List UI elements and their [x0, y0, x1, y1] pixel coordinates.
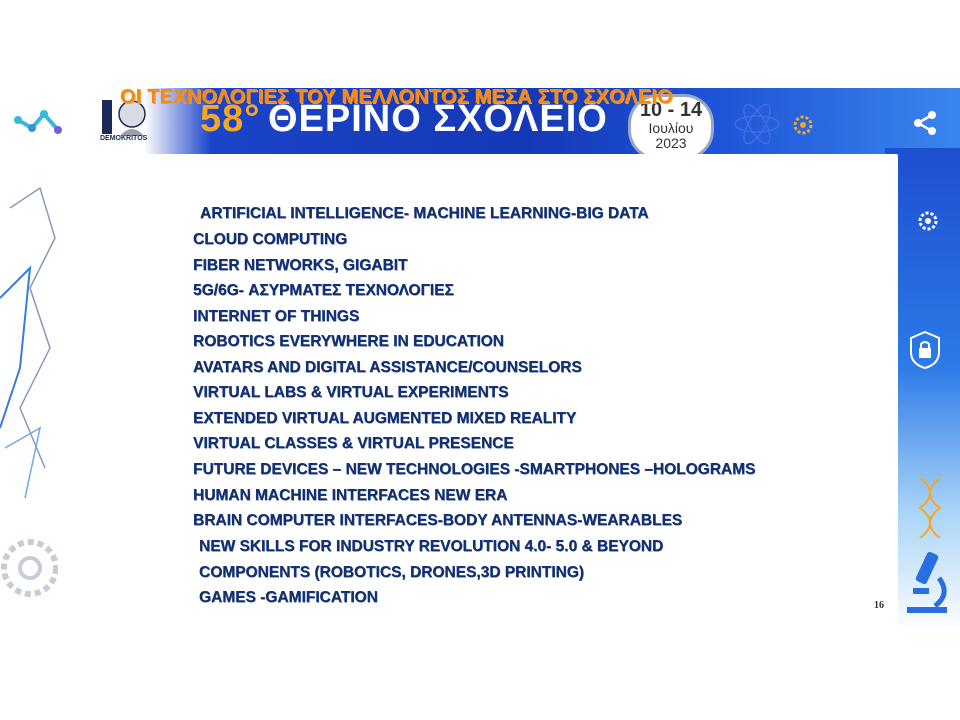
list-item: HUMAN MACHINE INTERFACES NEW ERA	[193, 487, 508, 504]
date-month: Ιουλίου	[648, 120, 694, 136]
page-number: 16	[874, 600, 884, 611]
atom-icon	[732, 102, 782, 146]
list-item: BRAIN COMPUTER INTERFACES-BODY ANTENNAS-WEARABLES	[193, 512, 683, 529]
share-icon	[910, 108, 940, 138]
molecule-icon	[14, 106, 66, 138]
list-item: FIBER NETWORKS, GIGABIT	[193, 257, 408, 274]
list-item: CLOUD COMPUTING	[193, 231, 348, 248]
list-item: VIRTUAL CLASSES & VIRTUAL PRESENCE	[193, 435, 514, 452]
list-item: INTERNET OF THINGS	[193, 308, 360, 325]
logo-caption: DEMOKRITOS	[100, 135, 148, 142]
dna-icon	[915, 478, 945, 538]
list-item: GAMES -GAMIFICATION	[199, 589, 378, 606]
list-item: NEW SKILLS FOR INDUSTRY REVOLUTION 4.0- 5.0 & BEYOND	[199, 538, 664, 555]
microscope-icon	[899, 548, 955, 618]
lock-shield-icon	[905, 328, 945, 372]
edition-number: 58°	[200, 98, 261, 140]
gear-icon	[915, 208, 941, 234]
date-year: 2023	[655, 135, 687, 151]
list-item: AVATARS AND DIGITAL ASSISTANCE/COUNSELORS	[193, 359, 582, 376]
list-item: FUTURE DEVICES – NEW TECHNOLOGIES -SMARTPHONES –HOLOGRAMS	[193, 461, 756, 478]
date-days: 10 - 14	[639, 99, 703, 121]
banner-title: ΘΕΡΙΝΟ ΣΧΟΛΕΙΟ	[268, 98, 608, 140]
gear-icon	[790, 112, 816, 138]
robot-figure-art	[0, 148, 60, 633]
list-item: VIRTUAL LABS & VIRTUAL EXPERIMENTS	[193, 384, 509, 401]
list-item: 5G/6G- ΑΣΥΡΜΑΤΕΣ ΤΕΧΝΟΛΟΓΙΕΣ	[193, 282, 454, 299]
list-item: EXTENDED VIRTUAL AUGMENTED MIXED REALITY	[193, 410, 577, 427]
list-item: ARTIFICIAL INTELLIGENCE- MACHINE LEARNING-BIG DATA	[200, 205, 649, 222]
slide-heading: ΟΙ ΤΕΧΝΟΛΟΓΙΕΣ ΤΟΥ ΜΕΛΛΟΝΤΟΣ ΜΕΣΑ ΣΤΟ ΣΧΟΛΕΙΟ	[120, 86, 673, 108]
list-item: ROBOTICS EVERYWHERE IN EDUCATION	[193, 333, 504, 350]
list-item: COMPONENTS (ROBOTICS, DRONES,3D PRINTING)	[199, 564, 584, 581]
